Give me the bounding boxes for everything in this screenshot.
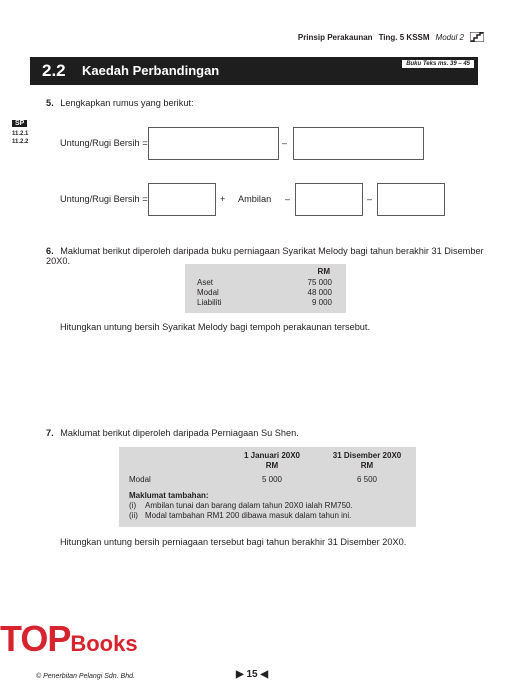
logo-top: TOP xyxy=(0,618,71,659)
sp-badge: SP xyxy=(12,120,27,127)
value-2: 6 500 xyxy=(356,475,378,484)
sp-marker xyxy=(12,112,28,146)
answer-box-1a[interactable] xyxy=(148,127,279,160)
unit-2: RM xyxy=(360,461,374,470)
page-number xyxy=(236,669,268,680)
formula-label-2: Untung/Rugi Bersih = xyxy=(60,194,148,204)
info-number: (ii) xyxy=(129,511,138,520)
answer-box-1b[interactable] xyxy=(293,127,424,160)
page-number-value: 15 xyxy=(246,669,258,680)
value-1: 5 000 xyxy=(261,475,283,484)
column-header-1: 1 Januari 20X0 xyxy=(243,451,301,460)
row-label: Aset xyxy=(197,278,214,287)
question-6 xyxy=(46,246,510,266)
su-shen-table xyxy=(119,447,416,527)
unit-1: RM xyxy=(265,461,279,470)
row-label: Modal xyxy=(197,288,219,297)
row-value: 75 000 xyxy=(307,278,332,287)
question-5 xyxy=(46,98,194,108)
question-text: Lengkapkan rumus yang berikut: xyxy=(60,98,194,108)
logo-books: Books xyxy=(70,631,138,656)
section-title: Kaedah Perbandingan xyxy=(82,63,220,78)
info-text: Ambilan tunai dan barang dalam tahun 20X0 ialah RM750. xyxy=(145,501,353,510)
question-text: Maklumat berikut diperoleh daripada Perniagaan Su Shen. xyxy=(60,428,299,438)
row-value: 9 000 xyxy=(311,298,332,307)
minus-sign: – xyxy=(285,194,291,204)
answer-box-2b[interactable] xyxy=(295,183,363,216)
publisher-credit: © Penerbitan Pelangi Sdn. Bhd. xyxy=(36,673,135,680)
info-title: Maklumat tambahan: xyxy=(129,491,209,500)
question-number: 5. xyxy=(46,98,54,108)
formula-label-1: Untung/Rugi Bersih = xyxy=(60,138,148,148)
answer-box-2c[interactable] xyxy=(377,183,445,216)
column-header: RM xyxy=(317,267,330,276)
textbook-reference: Buku Teks ms. 39 – 45 xyxy=(402,60,474,68)
page-header xyxy=(298,32,484,42)
ambilan-label: Ambilan xyxy=(238,194,272,204)
row-label: Modal xyxy=(129,475,151,484)
sp-code-2: 11.2.2 xyxy=(12,139,29,145)
question-text: Maklumat berikut diperoleh daripada buku perniagaan Syarikat Melody bagi tahun berakhir 31 Disember 20X0. xyxy=(46,246,484,266)
stairs-icon xyxy=(470,32,484,42)
info-number: (i) xyxy=(129,501,137,510)
question-7 xyxy=(46,428,299,438)
subject-title: Prinsip Perakaunan xyxy=(297,32,373,42)
question-number: 7. xyxy=(46,428,54,438)
level-label: Ting. 5 KSSM xyxy=(378,32,430,42)
module-label: Modul 2 xyxy=(435,32,464,42)
section-banner xyxy=(30,57,478,85)
topbooks-logo xyxy=(0,618,138,660)
section-number: 2.2 xyxy=(42,61,66,80)
melody-table xyxy=(185,264,346,313)
plus-sign: + xyxy=(220,194,226,204)
row-label: Liabiliti xyxy=(197,298,222,307)
arrow-right-icon: ▶ xyxy=(236,669,244,680)
column-header-2: 31 Disember 20X0 xyxy=(332,451,402,460)
minus-sign: – xyxy=(282,138,288,148)
row-value: 48 000 xyxy=(307,288,332,297)
question-number: 6. xyxy=(46,246,54,256)
minus-sign: – xyxy=(367,194,373,204)
task-6: Hitungkan untung bersih Syarikat Melody bagi tempoh perakaunan tersebut. xyxy=(60,322,371,332)
answer-box-2a[interactable] xyxy=(148,183,216,216)
arrow-left-icon: ◀ xyxy=(260,669,269,680)
info-text: Modal tambahan RM1 200 dibawa masuk dalam tahun ini. xyxy=(145,511,352,520)
sp-code-1: 11.2.1 xyxy=(12,131,29,137)
task-7: Hitungkan untung bersih perniagaan tersebut bagi tahun berakhir 31 Disember 20X0. xyxy=(60,537,407,547)
